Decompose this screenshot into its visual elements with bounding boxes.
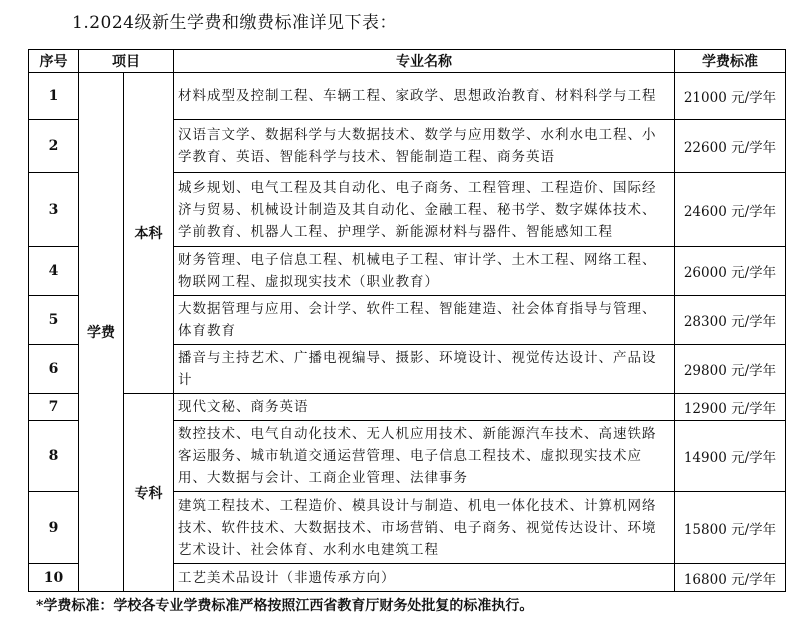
column-header-item: 项目	[79, 50, 174, 73]
fee-value: 24600 元/学年	[675, 173, 786, 247]
row-number: 4	[29, 247, 79, 296]
footnote: *学费标准：学校各专业学费标准严格按照江西省教育厅财务处批复的标准执行。	[36, 598, 534, 614]
row-number: 1	[29, 73, 79, 120]
fee-value: 29800 元/学年	[675, 345, 786, 394]
row-number: 2	[29, 120, 79, 173]
major-list: 工艺美术品设计（非遗传承方向）	[174, 564, 675, 592]
fee-value: 21000 元/学年	[675, 73, 786, 120]
column-header-major: 专业名称	[174, 50, 675, 73]
row-number: 5	[29, 296, 79, 345]
major-list: 汉语言文学、数据科学与大数据技术、数学与应用数学、水利水电工程、小学教育、英语、智能科学与技术、智能制造工程、商务英语	[174, 120, 675, 173]
major-list: 城乡规划、电气工程及其自动化、电子商务、工程管理、工程造价、国际经济与贸易、机械设计制造及其自动化、金融工程、秘书学、数字媒体技术、学前教育、机器人工程、护理学、新能源材料与器件、智能感知工程	[174, 173, 675, 247]
row-number: 7	[29, 394, 79, 421]
row-number: 9	[29, 492, 79, 564]
fee-value: 14900 元/学年	[675, 421, 786, 492]
row-number: 3	[29, 173, 79, 247]
fee-value: 16800 元/学年	[675, 564, 786, 592]
major-list: 建筑工程技术、工程造价、模具设计与制造、机电一体化技术、计算机网络技术、软件技术、大数据技术、市场营销、电子商务、视觉传达设计、环境艺术设计、社会体育、水利水电建筑工程	[174, 492, 675, 564]
fee-value: 26000 元/学年	[675, 247, 786, 296]
tuition-table	[28, 49, 786, 592]
row-number: 6	[29, 345, 79, 394]
section-heading: 1.2024级新生学费和缴费标准详见下表：	[72, 13, 397, 33]
major-list: 材料成型及控制工程、车辆工程、家政学、思想政治教育、材料科学与工程	[174, 73, 675, 120]
major-list: 播音与主持艺术、广播电视编导、摄影、环境设计、视觉传达设计、产品设计	[174, 345, 675, 394]
row-number: 10	[29, 564, 79, 592]
level-junior: 专科	[124, 394, 174, 592]
category-label: 学费	[79, 73, 124, 592]
major-list: 数控技术、电气自动化技术、无人机应用技术、新能源汽车技术、高速铁路客运服务、城市轨道交通运营管理、电子信息工程技术、虚拟现实技术应用、大数据与会计、工商企业管理、法律事务	[174, 421, 675, 492]
table-row	[29, 73, 786, 120]
level-undergrad: 本科	[124, 73, 174, 394]
fee-value: 22600 元/学年	[675, 120, 786, 173]
table-row	[29, 394, 786, 421]
fee-value: 15800 元/学年	[675, 492, 786, 564]
column-header-fee: 学费标准	[675, 50, 786, 73]
table-header-row	[29, 50, 786, 73]
major-list: 大数据管理与应用、会计学、软件工程、智能建造、社会体育指导与管理、体育教育	[174, 296, 675, 345]
column-header-no: 序号	[29, 50, 79, 73]
major-list: 财务管理、电子信息工程、机械电子工程、审计学、土木工程、网络工程、物联网工程、虚拟现实技术（职业教育）	[174, 247, 675, 296]
major-list: 现代文秘、商务英语	[174, 394, 675, 421]
fee-value: 12900 元/学年	[675, 394, 786, 421]
row-number: 8	[29, 421, 79, 492]
fee-value: 28300 元/学年	[675, 296, 786, 345]
